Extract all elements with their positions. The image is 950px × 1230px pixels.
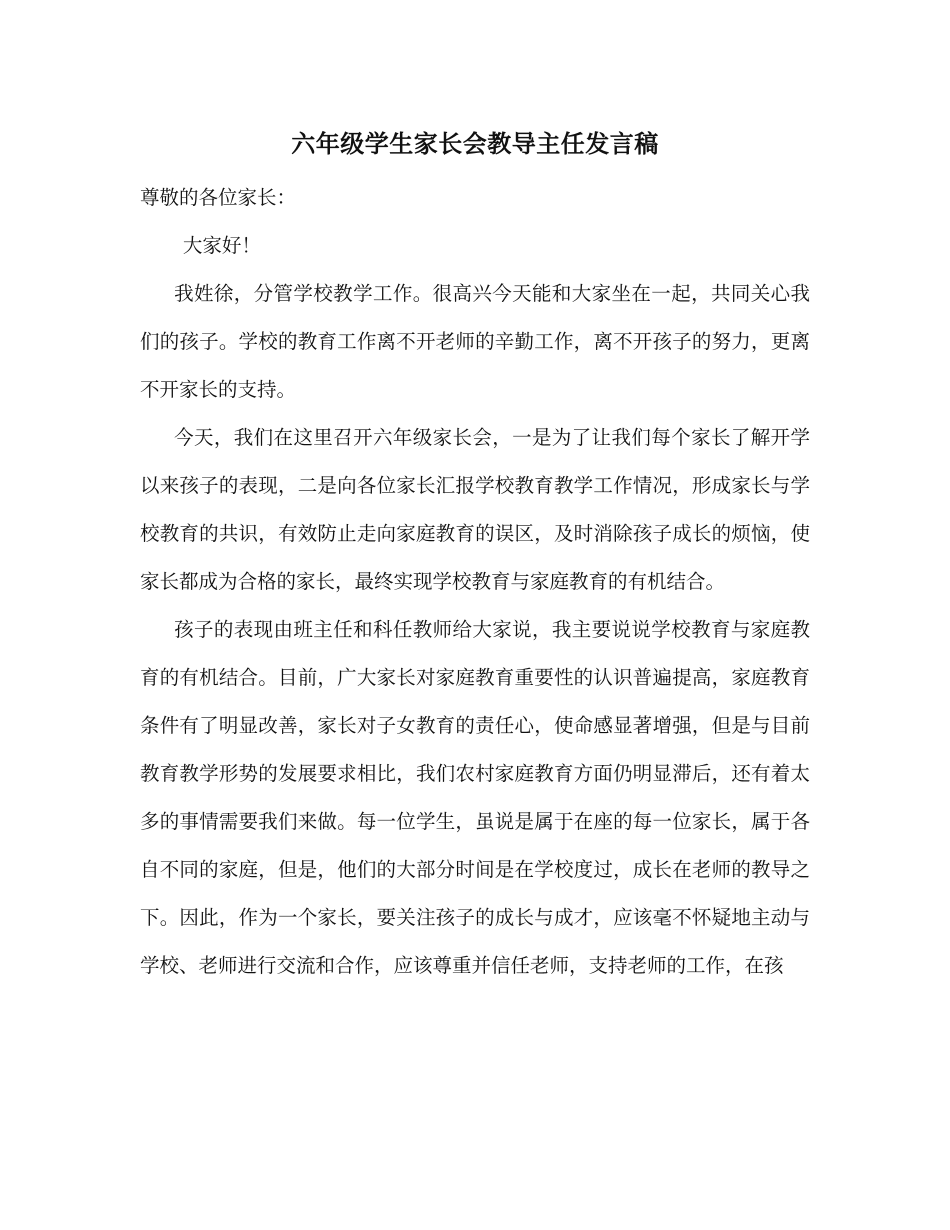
paragraph-intro: 我姓徐，分管学校教学工作。很高兴今天能和大家坐在一起，共同关心我们的孩子。学校的教育工作离不开老师的辛勤工作，离不开孩子的努力，更离不开家长的支持。	[140, 282, 810, 401]
greeting: 大家好！	[182, 234, 261, 257]
paragraph-purpose: 今天，我们在这里召开六年级家长会，一是为了让我们每个家长了解开学以来孩子的表现，二是向各位家长汇报学校教育教学工作情况，形成家长与学校教育的共识，有效防止走向家庭教育的误区，及时消除孩子成长的烦恼，使家长都成为合格的家长，最终实现学校教育与家庭教育的有机结合。	[140, 426, 810, 593]
document-title: 六年级学生家长会教导主任发言稿	[291, 129, 659, 158]
document-body	[140, 174, 810, 990]
salutation: 尊敬的各位家长：	[140, 186, 297, 209]
paragraph-cooperation: 孩子的表现由班主任和科任教师给大家说，我主要说说学校教育与家庭教育的有机结合。目前，广大家长对家庭教育重要性的认识普遍提高，家庭教育条件有了明显改善，家长对子女教育的责任心，使命感显著增强，但是与目前教育教学形势的发展要求相比，我们农村家庭教育方面仍明显滞后，还有着太多的事情需要我们来做。每一位学生，虽说是属于在座的每一位家长，属于各自不同的家庭，但是，他们的大部分时间是在学校度过，成长在老师的教导之下。因此，作为一个家长，要关注孩子的成长与成才，应该毫不怀疑地主动与学校、老师进行交流和合作，应该尊重并信任老师，支持老师的工作，在孩	[140, 618, 810, 977]
